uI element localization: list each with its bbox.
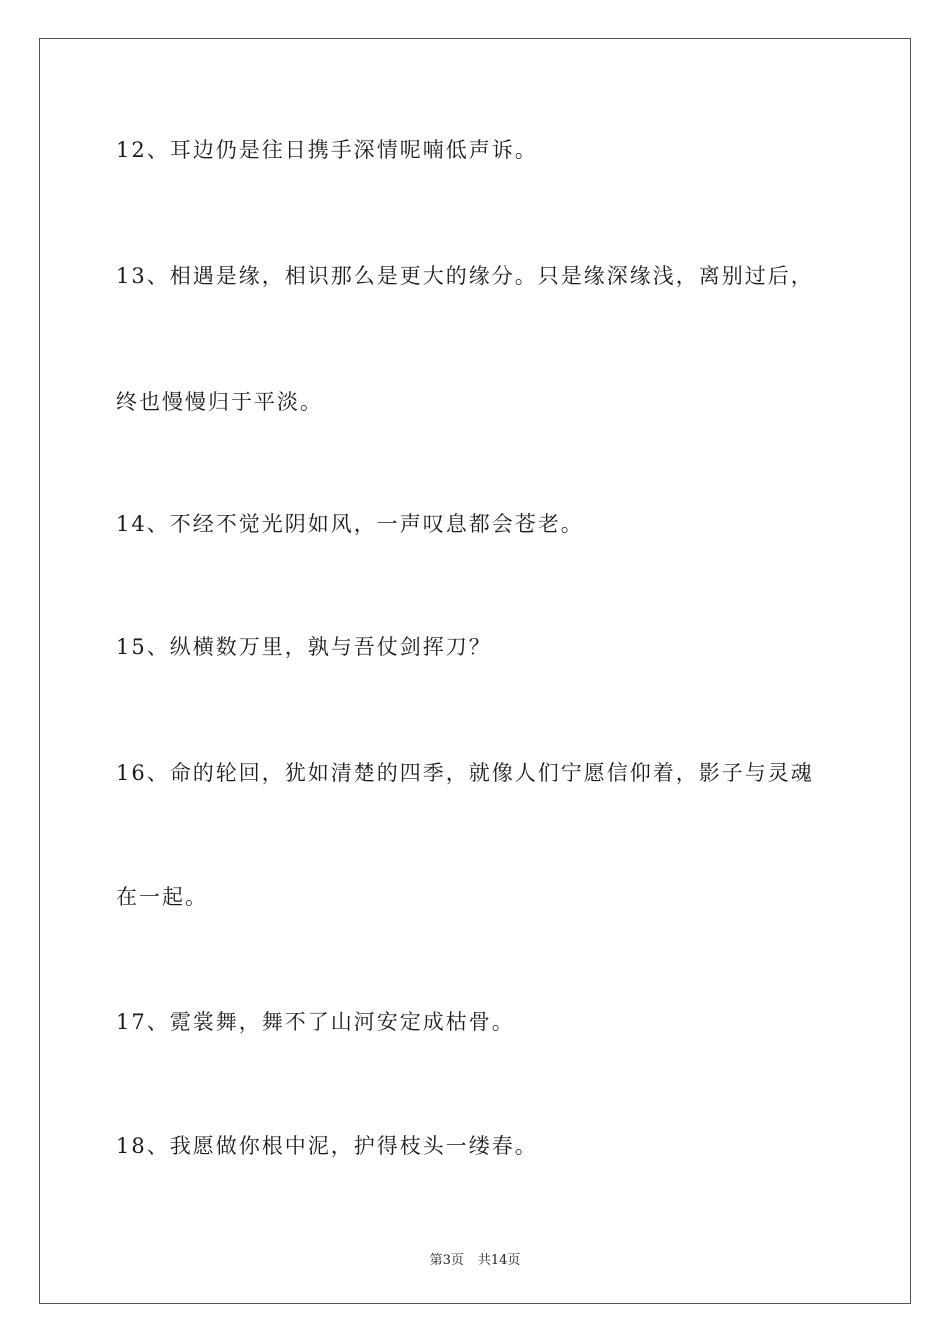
text-line: 在一起。 xyxy=(116,885,208,909)
text-line: 终也慢慢归于平淡。 xyxy=(116,390,323,414)
text-line: 15、纵横数万里，孰与吾仗剑挥刀？ xyxy=(116,635,492,659)
page-total: 共14页 xyxy=(477,1253,521,1268)
page-frame xyxy=(39,38,911,1304)
page-number: 第3页 xyxy=(429,1253,464,1268)
text-line: 18、我愿做你根中泥，护得枝头一缕春。 xyxy=(116,1134,538,1158)
text-line: 13、相遇是缘，相识那么是更大的缘分。只是缘深缘浅，离别过后， xyxy=(116,264,814,288)
page-footer xyxy=(0,1249,950,1268)
text-line: 14、不经不觉光阴如风，一声叹息都会苍老。 xyxy=(116,512,584,536)
text-line: 12、耳边仍是往日携手深情呢喃低声诉。 xyxy=(116,138,538,162)
text-line: 16、命的轮回，犹如清楚的四季，就像人们宁愿信仰着，影子与灵魂 xyxy=(116,761,814,785)
text-line: 17、霓裳舞，舞不了山河安定成枯骨。 xyxy=(116,1010,515,1034)
